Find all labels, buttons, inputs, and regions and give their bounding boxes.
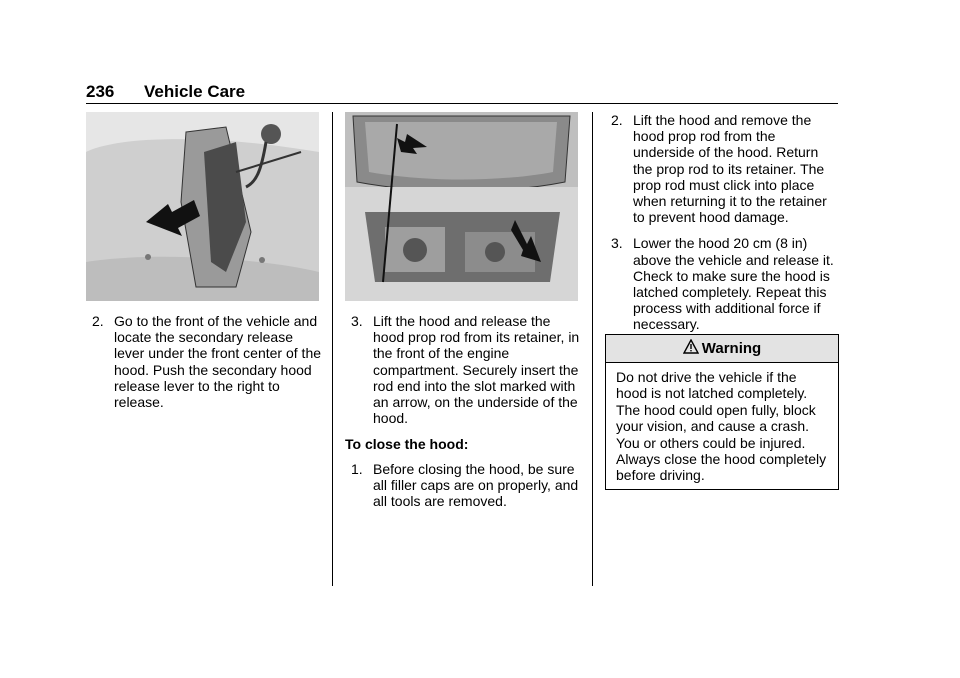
step-number: 3. bbox=[611, 235, 623, 252]
section-title: Vehicle Care bbox=[144, 82, 246, 101]
close-hood-heading: To close the hood: bbox=[345, 436, 469, 453]
hood-prop-rod-figure bbox=[345, 112, 578, 301]
list-item bbox=[605, 112, 840, 225]
list-item bbox=[86, 313, 322, 410]
step-text: Before closing the hood, be sure all filler caps are on properly, and all tools are removed. bbox=[373, 460, 579, 510]
page-header bbox=[86, 82, 245, 102]
list-item bbox=[345, 313, 583, 426]
step-number: 2. bbox=[92, 313, 104, 329]
column-divider-1 bbox=[332, 112, 333, 586]
warning-title-bar bbox=[606, 335, 838, 363]
warning-triangle-icon bbox=[683, 336, 699, 363]
step-text: Lift the hood and release the hood prop rod from its retainer, in the front of the engine compartment. Securely insert the rod end into the slot marked with an arrow, on the underside of the hood. bbox=[373, 313, 580, 427]
secondary-release-lever-figure bbox=[86, 112, 319, 301]
column-divider-2 bbox=[592, 112, 593, 586]
list-item bbox=[345, 461, 583, 510]
step-text: Lift the hood and remove the hood prop rod from the underside of the hood. Return the prop rod to its retainer. The prop rod must click into place when returning it to the retainer to prevent hood damage. bbox=[633, 112, 827, 226]
page-number: 236 bbox=[86, 82, 115, 101]
warning-box bbox=[605, 334, 839, 490]
warning-body: Do not drive the vehicle if the hood is not latched completely. The hood could open fully, block your vision, and cause a crash. You or others could be injured. Always close the hood completely before driving. bbox=[616, 369, 827, 484]
step-number: 1. bbox=[351, 460, 363, 477]
column-2-text bbox=[345, 313, 583, 519]
header-divider bbox=[86, 103, 838, 104]
step-text: Lower the hood 20 cm (8 in) above the vehicle and release it. Check to make sure the hood is latched completely. Repeat this process with additional force if necessary. bbox=[633, 235, 834, 333]
step-number: 3. bbox=[351, 313, 363, 329]
warning-title: Warning bbox=[701, 340, 762, 357]
list-item bbox=[605, 235, 840, 332]
column-3-text bbox=[605, 112, 840, 343]
step-number: 2. bbox=[611, 112, 623, 128]
column-1-text bbox=[86, 313, 322, 420]
step-text: Go to the front of the vehicle and locate the secondary release lever under the front center of the hood. Push the secondary hood release lever to the right to release. bbox=[114, 313, 322, 411]
